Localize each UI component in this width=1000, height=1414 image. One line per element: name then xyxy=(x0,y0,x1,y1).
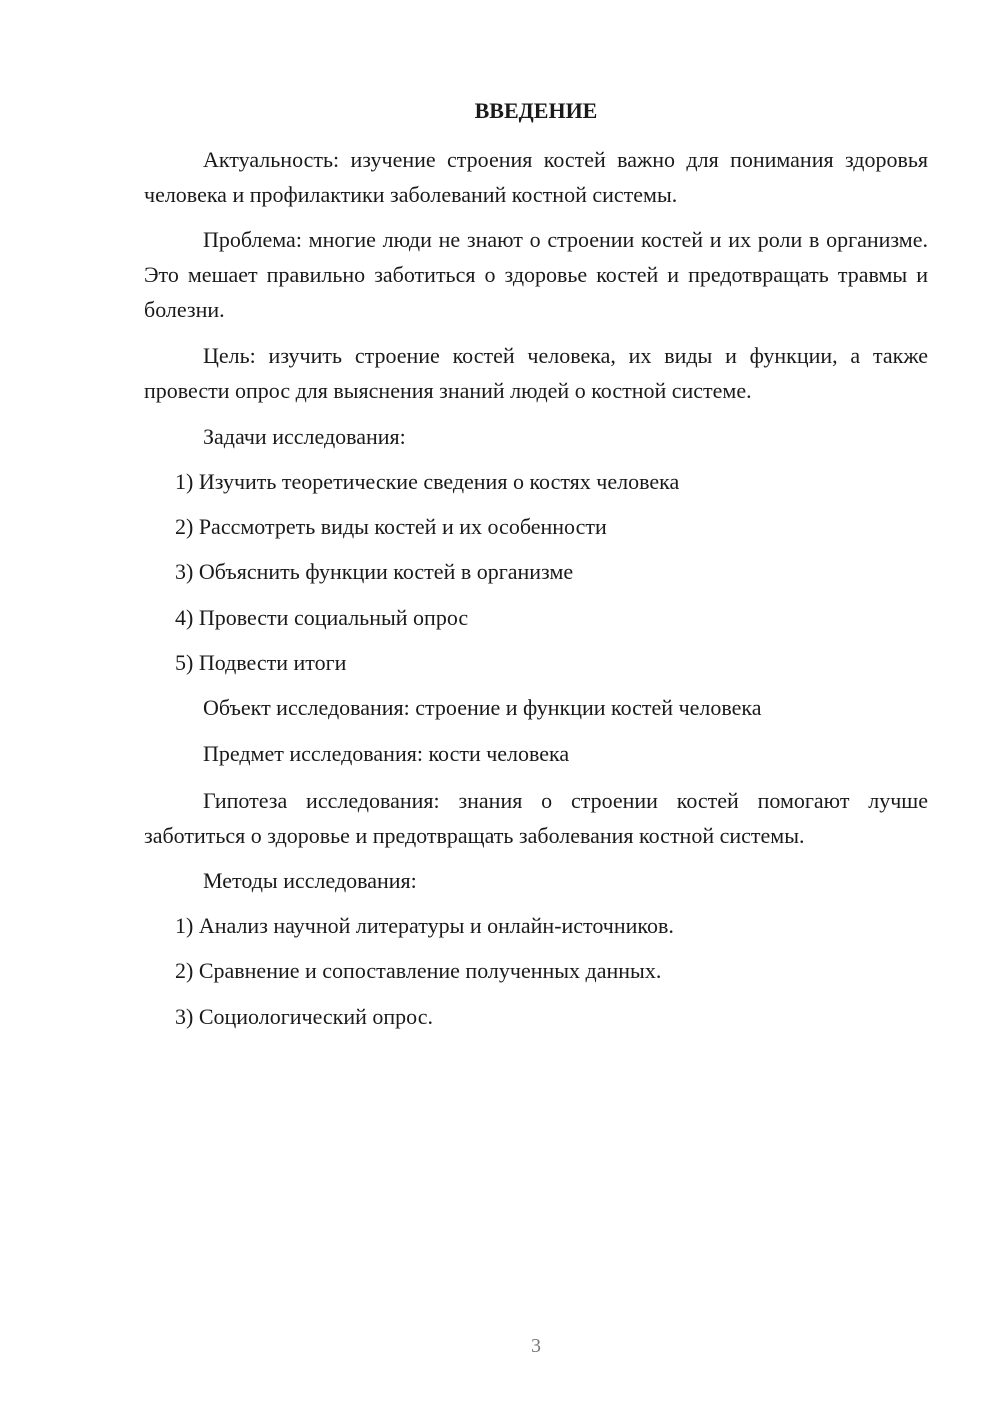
relevance-paragraph xyxy=(144,142,928,212)
task-item: 4) Провести социальный опрос xyxy=(175,605,469,630)
task-item: 5) Подвести итоги xyxy=(175,650,347,675)
methods-label: Методы исследования: xyxy=(203,868,417,893)
page-heading: ВВЕДЕНИЕ xyxy=(474,98,598,123)
problem-text: Проблема: многие люди не знают о строении костей и их роли в организме. Это мешает правильно заботиться о здоровье костей и предотвращать травмы и болезни. xyxy=(144,227,928,322)
problem-paragraph xyxy=(144,222,928,327)
goal-paragraph xyxy=(144,338,928,408)
hypothesis-paragraph xyxy=(144,783,928,853)
page-number: 3 xyxy=(531,1335,541,1357)
research-subject: Предмет исследования: кости человека xyxy=(203,741,570,766)
hypothesis-text: Гипотеза исследования: знания о строении костей помогают лучше заботиться о здоровье и предотвращать заболевания костной системы. xyxy=(144,788,928,848)
goal-text: Цель: изучить строение костей человека, их виды и функции, а также провести опрос для выяснения знаний людей о костной системе. xyxy=(144,343,928,403)
task-item: 1) Изучить теоретические сведения о костях человека xyxy=(175,469,680,494)
method-item: 2) Сравнение и сопоставление полученных данных. xyxy=(175,958,662,983)
task-item: 2) Рассмотреть виды костей и их особенности xyxy=(175,514,607,539)
method-item: 1) Анализ научной литературы и онлайн-источников. xyxy=(175,913,674,938)
relevance-text: Актуальность: изучение строения костей важно для понимания здоровья человека и профилактики заболеваний костной системы. xyxy=(144,147,928,207)
tasks-label: Задачи исследования: xyxy=(203,424,406,449)
method-item: 3) Социологический опрос. xyxy=(175,1004,433,1029)
task-item: 3) Объяснить функции костей в организме xyxy=(175,559,574,584)
research-object: Объект исследования: строение и функции костей человека xyxy=(203,695,762,720)
